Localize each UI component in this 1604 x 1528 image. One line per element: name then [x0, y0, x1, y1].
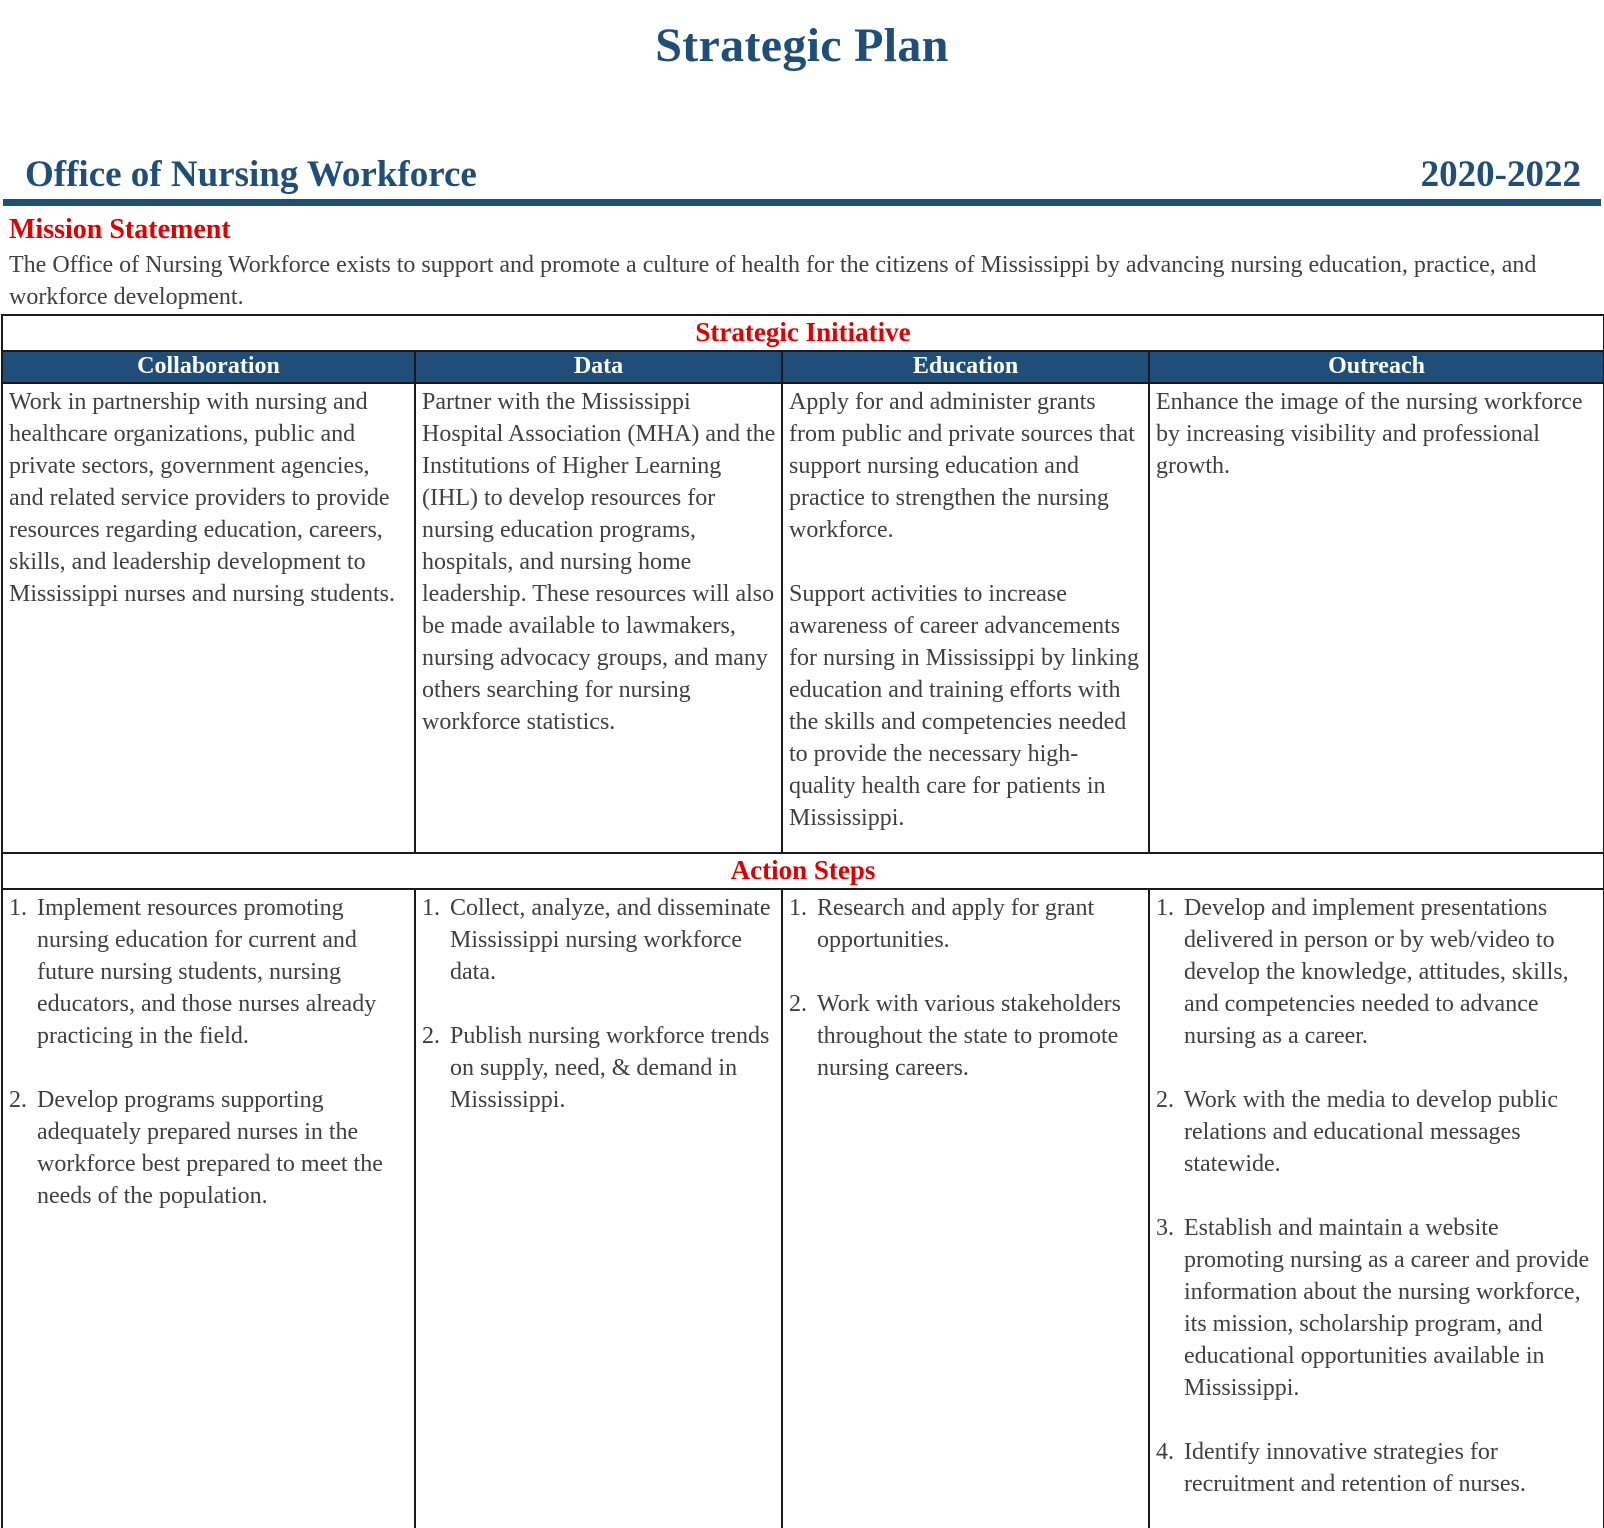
list-text: Develop and implement presentations delivered in person or by web/video to develop the knowledge, attitudes, skills, and competencies needed to advance nursing as a career.: [1184, 895, 1569, 1049]
list-number: 1.: [789, 895, 807, 921]
column-header-data: Data: [415, 351, 782, 383]
initiative-paragraph: Enhance the image of the nursing workforce by increasing visibility and professional growth.: [1156, 389, 1583, 479]
list-text: Identify innovative strategies for recruitment and retention of nurses.: [1184, 1439, 1526, 1497]
list-item: [9, 892, 410, 1052]
action-list: [422, 892, 777, 1116]
list-text: Work with the media to develop public relations and educational messages statewide.: [1184, 1087, 1558, 1177]
list-item: [9, 1084, 410, 1212]
list-number: 1.: [422, 895, 440, 921]
office-header: [3, 150, 1601, 206]
list-item: [789, 988, 1144, 1084]
list-text: Collect, analyze, and disseminate Mississippi nursing workforce data.: [450, 895, 771, 985]
list-text: Establish and maintain a website promoting nursing as a career and provide information about the nursing workforce, its mission, scholarship program, and educational opportunities available in Mississippi.: [1184, 1215, 1590, 1401]
list-text: Research and apply for grant opportunities.: [817, 895, 1095, 953]
list-item: [789, 892, 1144, 956]
column-header-collaboration: Collaboration: [2, 351, 415, 383]
list-number: 1.: [1156, 895, 1174, 921]
mission-heading: Mission Statement: [9, 214, 231, 245]
initiative-paragraph: Apply for and administer grants from public and private sources that support nursing education and practice to strengthen the nursing workforce.: [789, 389, 1135, 543]
list-number: 3.: [1156, 1215, 1174, 1241]
strategic-initiative-label: Strategic Initiative: [2, 315, 1604, 351]
action-steps-label: Action Steps: [2, 853, 1604, 889]
initiative-paragraph: Support activities to increase awareness of career advancements for nursing in Mississippi by linking education and training efforts with the skills and competencies needed to provide the necessary high-quality health care for patients in Mississippi.: [789, 581, 1140, 831]
initiative-cell-education: [782, 383, 1149, 853]
action-cell-collaboration: [2, 889, 415, 1528]
office-name: Office of Nursing Workforce: [25, 154, 477, 195]
action-list: [1156, 892, 1599, 1500]
action-cell-education: [782, 889, 1149, 1528]
list-text: Work with various stakeholders throughout the state to promote nursing careers.: [817, 991, 1122, 1081]
list-number: 2.: [1156, 1087, 1174, 1113]
mission-text: The Office of Nursing Workforce exists to support and promote a culture of health for the citizens of Mississippi by advancing nursing education, practice, and workforce development.: [9, 252, 1537, 310]
action-list: [789, 892, 1144, 1084]
initiative-cell-outreach: [1149, 383, 1604, 853]
action-cell-outreach: [1149, 889, 1604, 1528]
initiative-cell-collaboration: [2, 383, 415, 853]
action-list: [9, 892, 410, 1212]
list-item: [1156, 892, 1599, 1052]
initiative-cell-data: [415, 383, 782, 853]
list-item: [1156, 1084, 1599, 1180]
list-number: 2.: [9, 1087, 27, 1113]
list-text: Develop programs supporting adequately prepared nurses in the workforce best prepared to meet the needs of the population.: [37, 1087, 383, 1209]
initiative-paragraph: Work in partnership with nursing and healthcare organizations, public and private sectors, government agencies, and related service providers to provide resources regarding education, careers, skills, and leadership development to Mississippi nurses and nursing students.: [9, 389, 396, 607]
list-text: Implement resources promoting nursing education for current and future nursing students, nursing educators, and those nurses already practicing in the field.: [37, 895, 377, 1049]
list-item: [1156, 1212, 1599, 1404]
list-number: 4.: [1156, 1439, 1174, 1465]
list-number: 2.: [422, 1023, 440, 1049]
list-number: 2.: [789, 991, 807, 1017]
strategic-plan-table: [1, 314, 1604, 1528]
column-header-education: Education: [782, 351, 1149, 383]
initiative-paragraph: Partner with the Mississippi Hospital Association (MHA) and the Institutions of Higher Learning (IHL) to develop resources for nursing education programs, hospitals, and nursing home leadership. These resources will also be made available to lawmakers, nursing advocacy groups, and many others searching for nursing workforce statistics.: [422, 389, 776, 735]
list-item: [422, 1020, 777, 1116]
list-item: [1156, 1436, 1599, 1500]
list-item: [422, 892, 777, 988]
action-cell-data: [415, 889, 782, 1528]
list-text: Publish nursing workforce trends on supply, need, & demand in Mississippi.: [450, 1023, 770, 1113]
list-number: 1.: [9, 895, 27, 921]
page-title: Strategic Plan: [655, 19, 949, 72]
plan-years: 2020-2022: [1420, 154, 1581, 195]
column-header-outreach: Outreach: [1149, 351, 1604, 383]
